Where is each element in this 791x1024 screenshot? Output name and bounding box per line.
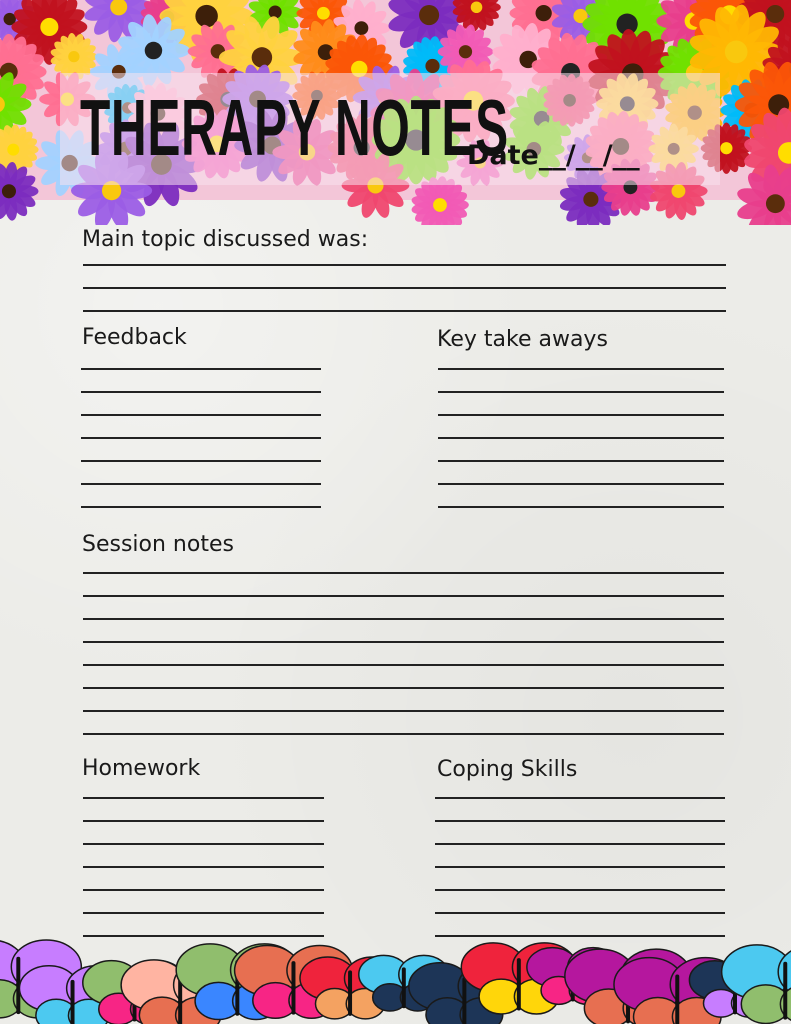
page-title: THERAPY NOTES — [80, 83, 509, 172]
writing-line[interactable] — [81, 506, 321, 508]
writing-line[interactable] — [81, 414, 321, 416]
feedback-label: Feedback — [82, 325, 187, 350]
writing-line[interactable] — [81, 460, 321, 462]
writing-line[interactable] — [438, 437, 724, 439]
writing-line[interactable] — [438, 414, 724, 416]
writing-line[interactable] — [83, 912, 324, 914]
writing-line[interactable] — [83, 843, 324, 845]
writing-line[interactable] — [83, 310, 726, 312]
writing-line[interactable] — [83, 687, 724, 689]
homework-label: Homework — [82, 756, 201, 781]
writing-line[interactable] — [81, 391, 321, 393]
writing-line[interactable] — [83, 595, 724, 597]
writing-line[interactable] — [435, 866, 725, 868]
coping-skills-label: Coping Skills — [437, 757, 578, 782]
writing-line[interactable] — [435, 843, 725, 845]
writing-line[interactable] — [438, 506, 724, 508]
session-notes-label: Session notes — [82, 532, 234, 557]
key-takeaways-label: Key take aways — [437, 327, 608, 352]
writing-line[interactable] — [438, 460, 724, 462]
butterfly-border — [0, 930, 791, 1024]
writing-line[interactable] — [83, 866, 324, 868]
date-field[interactable]: Date__/__/__ — [467, 140, 640, 171]
writing-line[interactable] — [83, 820, 324, 822]
writing-line[interactable] — [438, 368, 724, 370]
writing-line[interactable] — [81, 483, 321, 485]
writing-line[interactable] — [83, 664, 724, 666]
writing-line[interactable] — [83, 641, 724, 643]
writing-line[interactable] — [435, 820, 725, 822]
writing-line[interactable] — [83, 572, 724, 574]
writing-line[interactable] — [438, 483, 724, 485]
writing-line[interactable] — [83, 287, 726, 289]
writing-line[interactable] — [435, 797, 725, 799]
writing-line[interactable] — [83, 264, 726, 266]
writing-line[interactable] — [435, 889, 725, 891]
writing-line[interactable] — [83, 710, 724, 712]
writing-line[interactable] — [83, 618, 724, 620]
writing-line[interactable] — [81, 437, 321, 439]
writing-line[interactable] — [435, 912, 725, 914]
writing-line[interactable] — [438, 391, 724, 393]
writing-line[interactable] — [83, 733, 724, 735]
writing-line[interactable] — [83, 889, 324, 891]
writing-line[interactable] — [83, 797, 324, 799]
writing-line[interactable] — [81, 368, 321, 370]
main-topic-label: Main topic discussed was: — [82, 227, 369, 252]
